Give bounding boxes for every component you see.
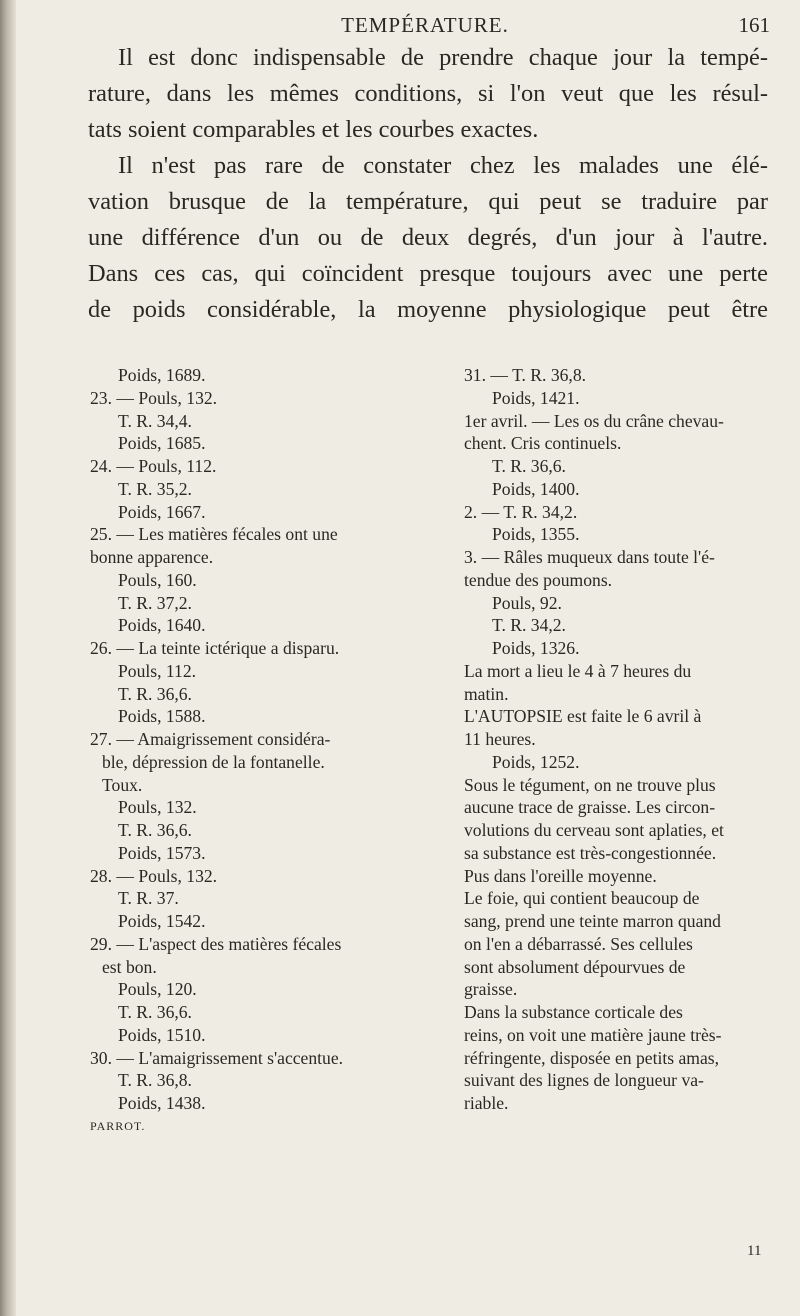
entry-line: T. R. 36,6.: [118, 820, 192, 840]
entry-line: T. R. 36,8.: [118, 1070, 192, 1091]
entry-line: Poids, 1640.: [118, 615, 206, 636]
entry-line: Pouls, 132.: [118, 797, 197, 818]
entry-line: Poids, 1421.: [492, 387, 580, 408]
entry-line: La mort a lieu le 4 à 7 heures du: [464, 660, 692, 681]
entry-line: 29. — L'aspect des matières fécales: [90, 933, 342, 954]
entry-line: T. R. 34,4.: [118, 410, 192, 431]
entry-line: Poids, 1400.: [492, 478, 580, 499]
entry-line: Poids, 1542.: [118, 911, 206, 931]
entry-line: 1er avril. — Les os du crâne chevau-: [464, 410, 724, 431]
entry-line: 23. — Pouls, 132.: [90, 387, 218, 408]
entry-line: Poids, 1510.: [118, 1024, 206, 1045]
entry-line: Poids, 1573.: [118, 842, 206, 863]
entry-line: T. R. 35,2.: [118, 478, 192, 499]
text-line: rature, dans les mêmes conditions, si l'on veut que les résul-: [88, 80, 768, 107]
entry-line: T. R. 36,6.: [492, 456, 566, 476]
entry-line: T. R. 34,2.: [492, 615, 566, 636]
text-line: tats soient comparables et les courbes exactes.: [88, 116, 539, 143]
entry-line: L'AUTOPSIE est faite le 6 avril à: [464, 706, 702, 727]
entry-line: T. R. 37.: [118, 888, 179, 909]
entry-line: ble, dépression de la fontanelle.: [102, 751, 325, 772]
entry-line: 28. — Pouls, 132.: [90, 865, 218, 886]
entry-line: Dans la substance corticale des: [464, 1002, 683, 1022]
entry-line: Pouls, 112.: [118, 660, 197, 681]
entry-line: sont absolument dépourvues de: [464, 956, 686, 977]
entry-line: Pouls, 160.: [118, 569, 197, 590]
text-line: Il est donc indispensable de prendre chaque jour la tempé-: [118, 44, 768, 71]
entry-line: Poids, 1438.: [118, 1093, 206, 1113]
entry-line: Le foie, qui contient beaucoup de: [464, 888, 700, 909]
entry-line: T. R. 36,6.: [118, 1002, 192, 1022]
entry-line: on l'en a débarrassé. Ses cellules: [464, 933, 693, 954]
entry-line: chent. Cris continuels.: [464, 433, 622, 454]
entry-line: riable.: [464, 1093, 509, 1113]
entry-line: Toux.: [102, 774, 143, 795]
entry-line: 24. — Pouls, 112.: [90, 456, 217, 476]
entry-line: T. R. 36,6.: [118, 683, 192, 704]
text-line: de poids considérable, la moyenne physiologique peut être: [88, 296, 768, 323]
text-line: vation brusque de la température, qui peut se traduire par: [88, 188, 768, 215]
running-title: TEMPÉRATURE.: [341, 13, 509, 37]
entry-line: tendue des poumons.: [464, 569, 613, 590]
entry-line: Poids, 1689.: [118, 365, 206, 385]
entry-line: 3. — Râles muqueux dans toute l'é-: [464, 547, 715, 567]
page-number: 161: [738, 13, 770, 37]
entry-line: sang, prend une teinte marron quand: [464, 911, 721, 931]
entry-line: est bon.: [102, 956, 157, 977]
left-column: [90, 364, 416, 1138]
text-line: une différence d'un ou de deux degrés, d'un jour à l'autre.: [88, 224, 768, 251]
entry-line: volutions du cerveau sont aplaties, et: [464, 820, 724, 840]
entry-line: Pus dans l'oreille moyenne.: [464, 865, 657, 886]
entry-line: 27. — Amaigrissement considéra-: [90, 729, 331, 749]
entry-line: bonne apparence.: [90, 547, 214, 567]
entry-line: 25. — Les matières fécales ont une: [90, 524, 338, 545]
printer-signature: PARROT.: [90, 1118, 146, 1133]
entry-line: Poids, 1355.: [492, 524, 580, 545]
entry-line: 31. — T. R. 36,8.: [464, 365, 587, 385]
entry-line: Pouls, 120.: [118, 979, 197, 1000]
entry-line: graisse.: [464, 979, 518, 1000]
entry-line: Pouls, 92.: [492, 592, 562, 613]
entry-line: aucune trace de graisse. Les circon-: [464, 797, 716, 818]
signature-mark: 11: [747, 1243, 762, 1259]
running-head: [80, 10, 770, 40]
entry-line: réfringente, disposée en petits amas,: [464, 1047, 720, 1068]
entry-line: matin.: [464, 683, 509, 704]
intro-paragraph: [88, 40, 768, 328]
entry-line: 26. — La teinte ictérique a disparu.: [90, 638, 340, 658]
entry-line: Poids, 1667.: [118, 501, 206, 522]
entry-line: Poids, 1588.: [118, 706, 206, 727]
entry-line: suivant des lignes de longueur va-: [464, 1070, 704, 1091]
text-line: Il n'est pas rare de constater chez les malades une élé-: [118, 152, 768, 179]
entry-line: T. R. 37,2.: [118, 592, 192, 613]
text-line: Dans ces cas, qui coïncident presque toujours avec une perte: [88, 260, 768, 287]
entry-line: Sous le tégument, on ne trouve plus: [464, 774, 716, 795]
entry-line: 2. — T. R. 34,2.: [464, 501, 578, 522]
entry-line: sa substance est très-congestionnée.: [464, 842, 717, 863]
right-column: [464, 364, 782, 1115]
entry-line: 11 heures.: [464, 729, 536, 749]
entry-line: Poids, 1252.: [492, 751, 580, 772]
entry-line: 30. — L'amaigrissement s'accentue.: [90, 1047, 344, 1068]
entry-line: reins, on voit une matière jaune très-: [464, 1024, 722, 1045]
entry-line: Poids, 1326.: [492, 638, 580, 658]
entry-line: Poids, 1685.: [118, 433, 206, 454]
